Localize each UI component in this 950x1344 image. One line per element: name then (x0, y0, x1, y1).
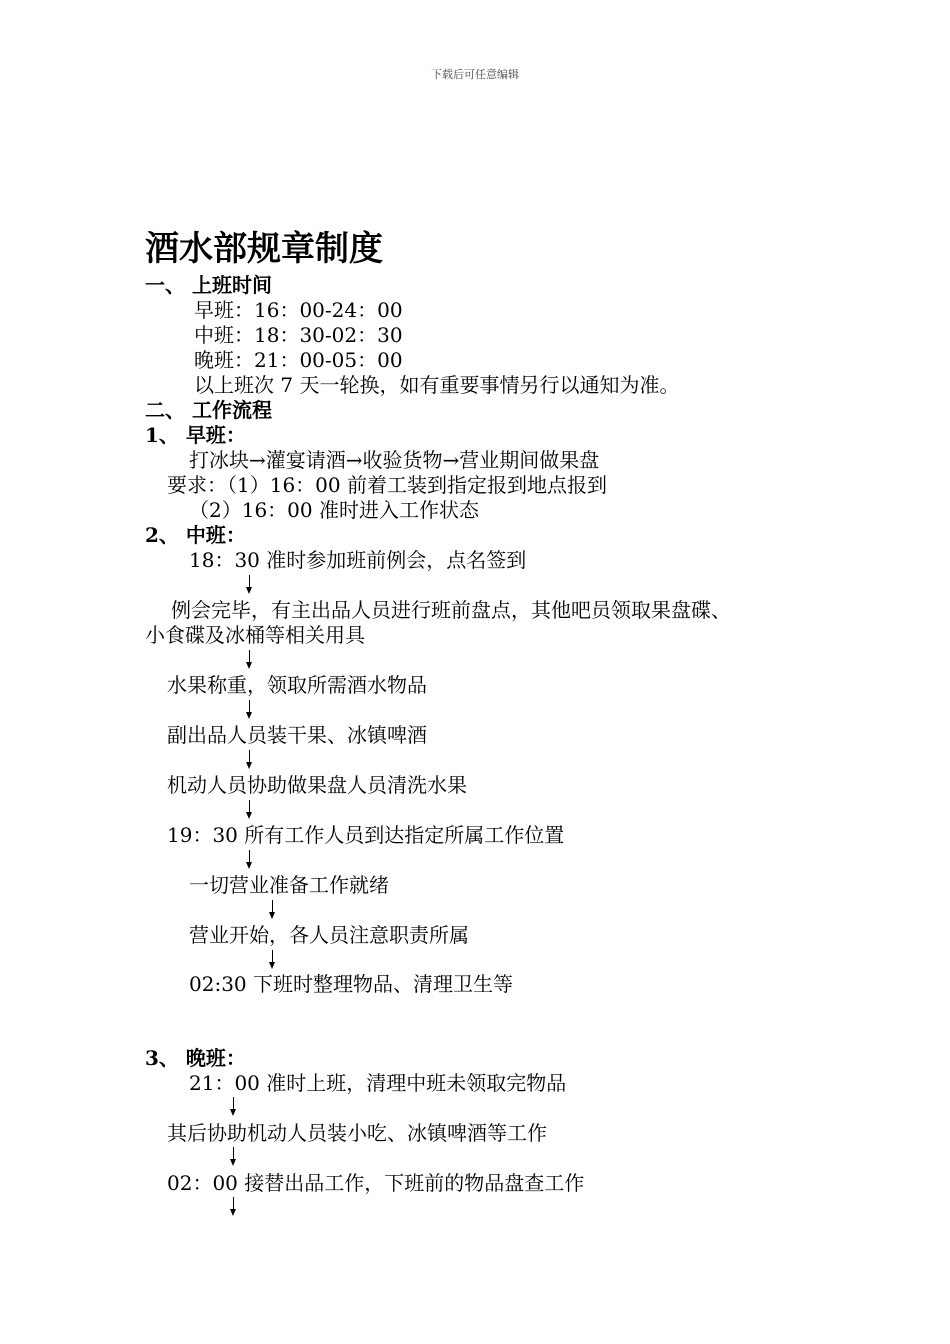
middle-step-4: 副出品人员装干果、冰镇啤酒 (167, 723, 427, 747)
down-arrow-icon (267, 950, 279, 970)
late-shift-heading: 3、 晚班： (145, 1046, 246, 1070)
middle-step-5: 机动人员协助做果盘人员清洗水果 (167, 773, 467, 797)
down-arrow-icon (267, 900, 279, 920)
middle-step-2-cont: 小食碟及冰桶等相关用具 (145, 623, 365, 647)
down-arrow-icon (244, 575, 256, 595)
down-arrow-icon (228, 1197, 240, 1217)
down-arrow-icon (228, 1147, 240, 1167)
middle-step-2: 例会完毕，有主出品人员进行班前盘点，其他吧员领取果盘碟、 (171, 598, 731, 622)
down-arrow-icon (244, 650, 256, 670)
middle-step-3: 水果称重，领取所需酒水物品 (167, 673, 427, 697)
down-arrow-icon (228, 1097, 240, 1117)
early-shift-flow: 打冰块→灌宴请酒→收验货物→营业期间做果盘 (189, 448, 600, 472)
down-arrow-icon (244, 750, 256, 770)
late-step-2: 其后协助机动人员装小吃、冰镇啤酒等工作 (167, 1121, 547, 1145)
section-2-heading: 二、 工作流程 (145, 398, 272, 422)
page-header-note: 下载后可任意编辑 (431, 68, 519, 81)
early-shift-requirement-1: 要求：（1）16：00 前着工装到指定报到地点报到 (167, 473, 607, 497)
document-title: 酒水部规章制度 (145, 229, 383, 269)
late-step-1: 21：00 准时上班，清理中班未领取完物品 (189, 1071, 567, 1095)
middle-step-8: 营业开始，各人员注意职责所属 (189, 923, 469, 947)
middle-step-9: 02:30 下班时整理物品、清理卫生等 (189, 972, 513, 996)
section-1-heading: 一、 上班时间 (145, 273, 272, 297)
down-arrow-icon (244, 850, 256, 870)
shift-middle-time: 中班：18：30-02：30 (194, 323, 403, 347)
down-arrow-icon (244, 800, 256, 820)
early-shift-requirement-2: （2）16：00 准时进入工作状态 (189, 498, 479, 522)
middle-step-7: 一切营业准备工作就绪 (189, 873, 389, 897)
middle-step-1: 18：30 准时参加班前例会，点名签到 (189, 548, 527, 572)
down-arrow-icon (244, 700, 256, 720)
shift-early-time: 早班：16：00-24：00 (194, 298, 403, 322)
early-shift-heading: 1、 早班： (145, 423, 246, 447)
late-step-3: 02：00 接替出品工作，下班前的物品盘查工作 (167, 1171, 585, 1195)
shift-late-time: 晚班：21：00-05：00 (194, 348, 403, 372)
middle-step-6: 19：30 所有工作人员到达指定所属工作位置 (167, 823, 565, 847)
rotation-note: 以上班次 7 天一轮换，如有重要事情另行以通知为准。 (194, 373, 680, 397)
middle-shift-heading: 2、 中班： (145, 523, 246, 547)
